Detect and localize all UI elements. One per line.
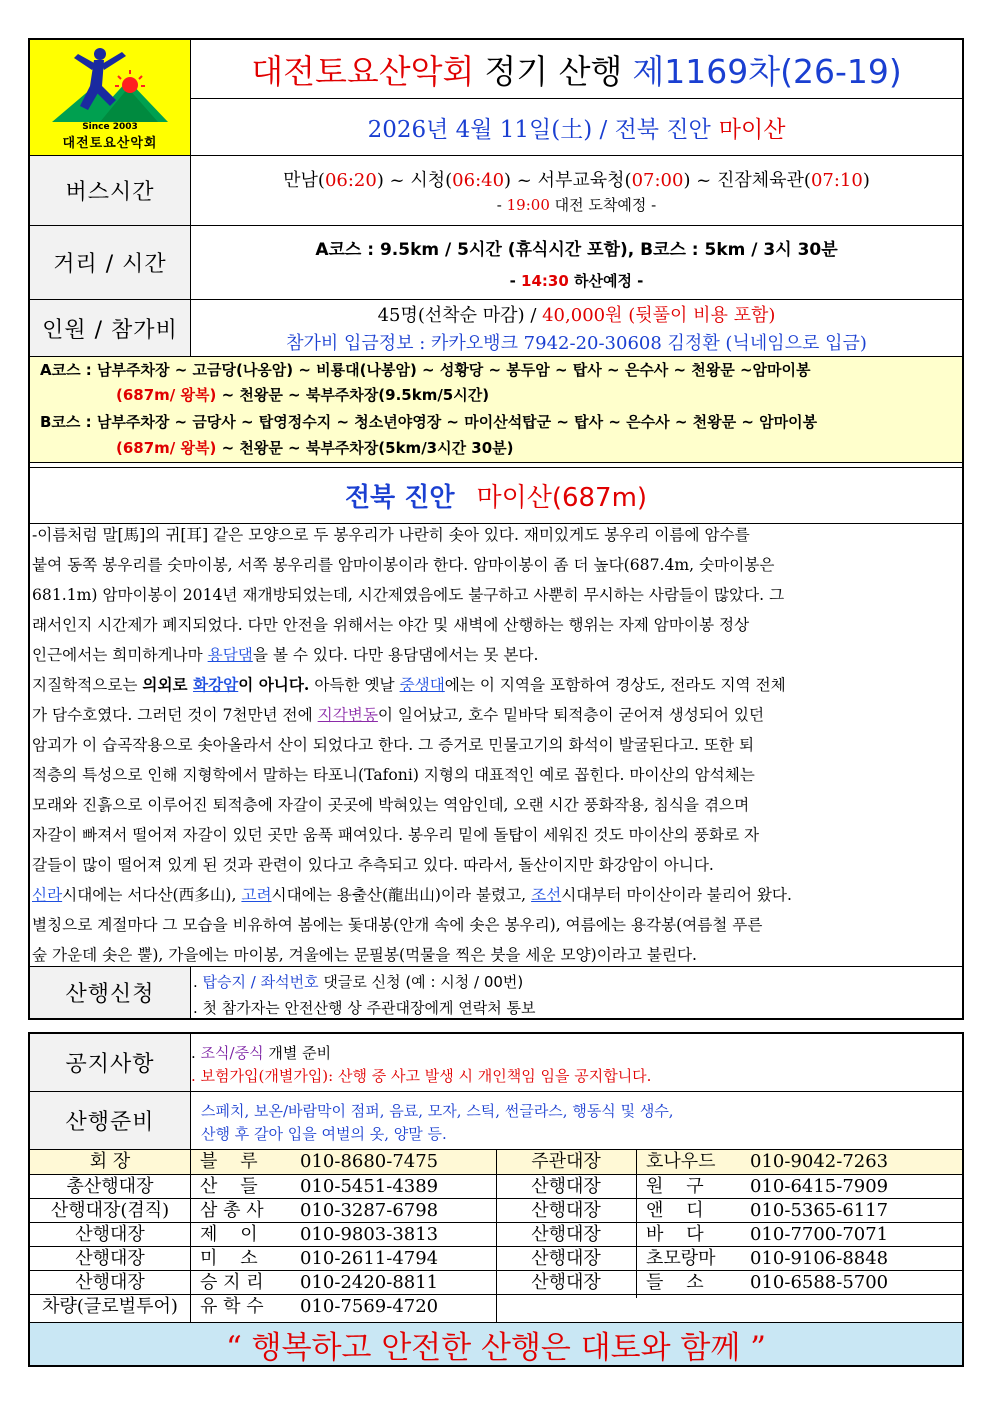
logo-since: Since 2003	[82, 122, 138, 132]
desc-line: 별칭으로 계절마다 그 모습을 비유하여 봄에는 돛대봉(안개 속에 솟은 봉우리), 여름에는 용각봉(여름철 푸른	[32, 916, 763, 934]
staff-role: 산행대장	[531, 1176, 601, 1197]
desc-line	[32, 880, 960, 910]
fee-row	[30, 300, 962, 357]
capacity-text: 45명(선착순 마감) /	[377, 305, 543, 326]
desc-text: 시대부터 마이산이라 불리어 왔다.	[561, 886, 792, 904]
desc-line: 모래와 진흙으로 이루어진 퇴적층에 자갈이 곳곳에 박혀있는 역암인데, 오랜 시간 풍화작용, 침식을 겪으며	[32, 796, 750, 814]
course-b-line1: B코스 : 남부주차장 ~ 금당사 ~ 탑영정수지 ~ 청소년야영장 ~ 마이산석탑군 ~ 탑사 ~ 은수사 ~ 천왕문 ~ 암마이봉	[40, 413, 818, 431]
descent-text: 하산예정 -	[568, 271, 644, 290]
staff-name: 유 학 수	[200, 1296, 264, 1317]
course-b-peak: (687m/ 왕복)	[116, 439, 217, 457]
staff-role: 산행대장	[531, 1272, 601, 1293]
staff-role: 산행대장	[531, 1200, 601, 1221]
bus-time: 06:20	[324, 170, 377, 191]
mountain-title	[30, 467, 962, 524]
staff-name: 원 구	[646, 1176, 704, 1197]
distance-courses: A코스 : 9.5km / 5시간 (휴식시간 포함), B코스 : 5km / 3시 30분	[315, 239, 838, 260]
arrival-text: -	[496, 196, 507, 214]
staff-phone: 010-9803-3813	[300, 1224, 439, 1245]
granite-link[interactable]: 화강암	[193, 675, 239, 694]
staff-phone: 010-2611-4794	[300, 1248, 439, 1269]
desc-line: 암괴가 이 습곡작용으로 솟아올라서 산이 되었다고 한다. 그 증거로 민물고기의 화석이 발굴된다고. 또한 퇴	[32, 736, 755, 754]
apply-text: 댓글로 신청 (예 : 시청 / 00번)	[318, 973, 524, 991]
silla-link[interactable]: 신라	[32, 886, 63, 904]
arrival-text: 대전 도착예정 -	[549, 196, 657, 214]
staff-phone: 010-7569-4720	[300, 1296, 439, 1317]
climber-logo-icon	[30, 40, 190, 130]
deposit-info: 참가비 입금정보 : 카카오뱅크 7942-20-30608 김정환 (닉네임으로 입금)	[286, 333, 867, 354]
desc-bold: 의외로	[142, 675, 194, 694]
staff-row	[30, 1294, 962, 1323]
staff-phone: 010-6415-7909	[750, 1176, 889, 1197]
staff-phone: 010-5365-6117	[750, 1200, 889, 1221]
joseon-link[interactable]: 조선	[531, 886, 562, 904]
desc-line	[32, 670, 960, 700]
bus-text: ) ~ 시청(	[376, 170, 453, 191]
staff-row	[30, 1246, 962, 1271]
descent-time	[510, 270, 644, 291]
bullet: .	[191, 1044, 201, 1062]
staff-phone: 010-6588-5700	[750, 1272, 889, 1293]
prep-line1: 스페치, 보온/바람막이 점퍼, 음료, 모자, 스틱, 썬글라스, 행동식 및 생수,	[201, 1102, 674, 1120]
desc-line	[32, 700, 960, 730]
desc-line: 자갈이 빠져서 떨어져 자갈이 있던 곳만 움푹 패여있다. 봉우리 밑에 돌탑이 세워진 것도 마이산의 풍화로 자	[32, 826, 760, 844]
staff-role: 차량(글로벌투어)	[42, 1296, 178, 1317]
desc-line: 681.1m) 암마이봉이 2014년 재개방되었는데, 시간제였음에도 불구하고 사뿐히 무시하는 사람들이 많았다. 그	[32, 586, 785, 604]
mesozoic-link[interactable]: 중생대	[399, 676, 445, 694]
notice-label: 공지사항	[30, 1034, 191, 1091]
bus-time: 06:40	[452, 170, 505, 191]
mountain-name: 마이산(687m)	[476, 483, 648, 513]
bus-arrival	[497, 194, 656, 215]
desc-text: 을 볼 수 있다. 다만 용담댐에서는 못 본다.	[252, 646, 539, 664]
staff-name: 삼 총 사	[200, 1200, 264, 1221]
date-mountain: 마이산	[718, 116, 786, 143]
arrival-time: 19:00	[506, 196, 550, 214]
capacity-fee	[378, 301, 776, 327]
desc-line: 적층의 특성으로 인해 지형학에서 말하는 타포니(Tafoni) 지형의 대표적인 예로 꼽힌다. 마이산의 암석체는	[32, 766, 755, 784]
notice-line2: . 보험가입(개별가입): 산행 중 사고 발생 시 개인책임 임을 공지합니다.	[191, 1067, 652, 1085]
yongdam-dam-link[interactable]: 용담댐	[207, 646, 253, 664]
desc-text: 지질학적으로는	[32, 676, 143, 694]
notice-value	[191, 1034, 962, 1091]
desc-text: 아득한 옛날	[309, 676, 400, 694]
prep-line2: 산행 후 갈아 입을 여벌의 옷, 양말 등.	[201, 1125, 447, 1143]
fee-amount: 40,000원 (뒷풀이 비용 포함)	[542, 305, 776, 326]
staff-name: 초모랑마	[646, 1248, 716, 1269]
apply-label: 산행신청	[30, 967, 191, 1018]
apply-value	[191, 967, 962, 1018]
trip-date	[191, 99, 962, 155]
staff-role: 산행대장(겸직)	[50, 1200, 170, 1221]
staff-phone: 010-2420-8811	[300, 1272, 439, 1293]
distance-label: 거리 / 시간	[30, 226, 191, 299]
bus-text: ) ~ 진잠체육관(	[683, 170, 811, 191]
course-a-peak: (687m/ 왕복)	[116, 386, 217, 404]
staff-role: 산행대장	[75, 1224, 145, 1245]
top-section	[28, 38, 964, 1020]
staff-name: 앤 디	[646, 1200, 704, 1221]
staff-row	[30, 1174, 962, 1199]
staff-phone: 010-5451-4389	[300, 1176, 439, 1197]
crustal-movement-link[interactable]: 지각변동	[317, 706, 378, 724]
desc-text: 시대에는 용출산(龍出山)이라 불렸고,	[271, 886, 532, 904]
logo	[30, 40, 191, 155]
distance-row	[30, 226, 962, 300]
staff-row	[30, 1222, 962, 1247]
desc-bold: 이 아니다.	[238, 675, 310, 694]
desc-text: 이 일어났고, 호수 밑바닥 퇴적층이 굳어져 생성되어 있던	[377, 706, 765, 724]
course-b-line2	[116, 437, 514, 458]
staff-phone: 010-3287-6798	[300, 1200, 439, 1221]
prep-value	[191, 1092, 962, 1149]
bus-label: 버스시간	[30, 156, 191, 225]
desc-line: 숲 가운데 솟은 뿔), 가을에는 마이봉, 겨울에는 문필봉(먹물을 찍은 붓을 세운 모양)이라고 불린다.	[32, 946, 698, 964]
course-details	[30, 357, 962, 463]
desc-text: 인근에서는 희미하게나마	[32, 646, 208, 664]
staff-role: 총산행대장	[66, 1176, 154, 1197]
staff-role: 산행대장	[531, 1248, 601, 1269]
staff-name: 블 루	[200, 1151, 258, 1172]
staff-name: 제 이	[200, 1224, 258, 1245]
desc-line: -이름처럼 말[馬]의 귀[耳] 같은 모양으로 두 봉우리가 나란히 솟아 있다. 재미있게도 봉우리 이름에 암수를	[32, 526, 750, 544]
mountain-region: 전북 진안	[344, 483, 455, 513]
bullet: .	[193, 973, 203, 991]
bottom-section	[28, 1032, 964, 1367]
bus-row	[30, 156, 962, 226]
meal-keyword: 조식/중식	[200, 1044, 264, 1062]
course-a-end: ~ 천왕문 ~ 북부주차장(9.5km/5시간)	[216, 386, 490, 404]
course-a-line1: A코스 : 남부주차장 ~ 고금당(나옹암) ~ 비룡대(나봉암) ~ 성황당 ~ 봉두암 ~ 탑사 ~ 은수사 ~ 천왕문 ~암마이봉	[40, 361, 811, 379]
bus-value	[191, 156, 962, 225]
desc-line	[32, 640, 960, 670]
title-club: 대전토요산악회	[251, 51, 475, 91]
bus-schedule	[283, 166, 870, 192]
staff-name: 바 다	[646, 1224, 704, 1245]
staff-row	[30, 1270, 962, 1295]
bus-time: 07:00	[631, 170, 684, 191]
bus-text: ) ~ 서부교육청(	[504, 170, 632, 191]
staff-row	[30, 1150, 962, 1174]
staff-name: 승 지 리	[200, 1272, 264, 1293]
staff-name: 들 소	[646, 1272, 704, 1293]
distance-value	[191, 226, 962, 299]
footer-slogan: “ 행복하고 안전한 산행은 대토와 함께 ”	[30, 1322, 962, 1365]
staff-role: 산행대장	[75, 1272, 145, 1293]
bus-text: )	[862, 170, 870, 191]
fee-label: 인원 / 참가비	[30, 300, 191, 356]
staff-name: 미 소	[200, 1248, 258, 1269]
fee-value	[191, 300, 962, 356]
staff-table	[30, 1150, 962, 1322]
desc-line: 붙여 동쪽 봉우리를 숫마이봉, 서쪽 봉우리를 암마이봉이라 한다. 암마이봉이 좀 더 높다(687.4m, 숫마이봉은	[32, 556, 775, 574]
staff-role: 회 장	[89, 1151, 131, 1172]
descent-text: -	[509, 271, 522, 290]
goryeo-link[interactable]: 고려	[241, 886, 272, 904]
desc-line: 래서인지 시간제가 폐지되었다. 다만 안전을 위해서는 야간 및 새벽에 산행하는 행위는 자제 암마이봉 정상	[32, 616, 750, 634]
notice-row	[30, 1034, 962, 1092]
staff-name: 산 들	[200, 1176, 258, 1197]
bus-time: 07:10	[810, 170, 863, 191]
date-text: 2026년 4월 11일(土) / 전북 진안	[367, 116, 711, 143]
notice-line1	[191, 1042, 331, 1063]
staff-name: 호나우드	[646, 1151, 716, 1172]
title-mid: 정기 산행	[484, 51, 623, 91]
desc-text: 가 담수호였다. 그러던 것이 7천만년 전에	[32, 706, 318, 724]
staff-phone: 010-9042-7263	[750, 1151, 889, 1172]
descent-clock: 14:30	[521, 271, 569, 290]
desc-line: 갈들이 많이 떨어져 있게 된 것과 관련이 있다고 추측되고 있다. 따라서, 돌산이지만 화강암이 아니다.	[32, 856, 714, 874]
staff-phone: 010-7700-7071	[750, 1224, 889, 1245]
desc-text: 시대에는 서다산(西多山),	[62, 886, 242, 904]
staff-phone: 010-9106-8848	[750, 1248, 889, 1269]
apply-line1	[193, 971, 523, 992]
bus-text: 만남(	[283, 170, 325, 191]
prep-label: 산행준비	[30, 1092, 191, 1149]
header	[30, 40, 962, 156]
page-title	[191, 40, 962, 99]
notice-text: 개별 준비	[263, 1044, 332, 1062]
apply-line2: . 첫 참가자는 안전산행 상 주관대장에게 연락처 통보	[193, 999, 536, 1017]
staff-row	[30, 1198, 962, 1223]
staff-role: 주관대장	[531, 1151, 601, 1172]
title-number: 제1169차(26-19)	[632, 51, 902, 91]
apply-row	[30, 966, 962, 1018]
desc-text: 에는 이 지역을 포함하여 경상도, 전라도 지역 전체	[444, 676, 786, 694]
prep-row	[30, 1092, 962, 1150]
course-a-line2	[116, 384, 489, 405]
logo-name: 대전토요산악회	[62, 136, 158, 151]
staff-role: 산행대장	[75, 1248, 145, 1269]
staff-role: 산행대장	[531, 1224, 601, 1245]
apply-keyword: 탑승지 / 좌석번호	[202, 973, 319, 991]
course-b-end: ~ 천왕문 ~ 북부주차장(5km/3시간 30분)	[216, 439, 514, 457]
staff-phone: 010-8680-7475	[300, 1151, 439, 1172]
